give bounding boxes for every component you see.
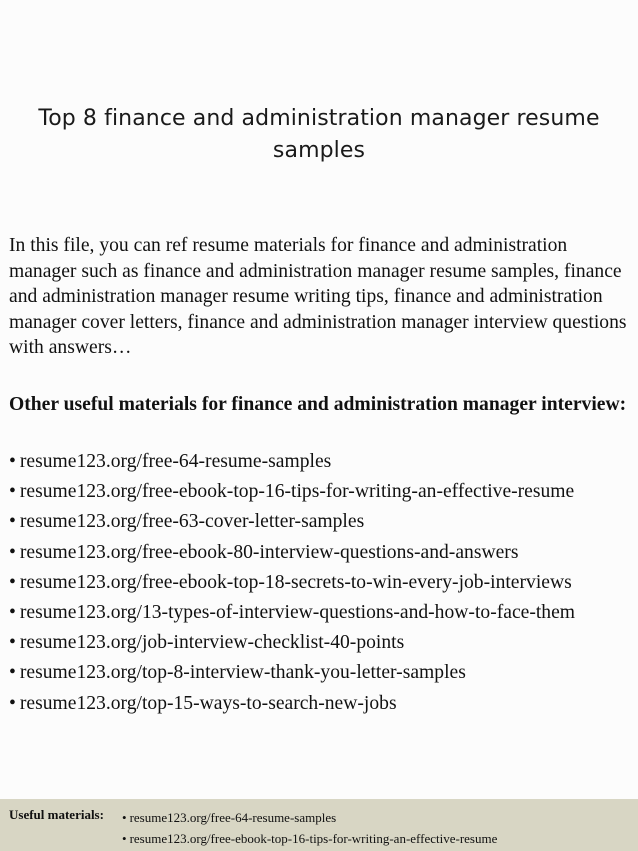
list-item [9,538,634,568]
list-item [9,477,634,507]
bullet-icon: • [9,541,16,563]
materials-list [9,447,634,719]
material-link[interactable]: resume123.org/13-types-of-interview-questions-and-how-to-face-them [19,602,576,624]
intro-paragraph: In this file, you can ref resume materials for finance and administration manager such as finance and administration manager resume samples, finance and administration manager resume writing tips, finance and administration manager cover letters, finance and administration manager interview questions with answers… [9,235,627,358]
footer-label-separator: : [99,807,104,822]
footer-label-text: Useful materials [9,807,100,822]
material-link[interactable]: resume123.org/free-ebook-80-interview-questions-and-answers [19,541,519,563]
footer-list [122,807,497,849]
bullet-icon: • [9,632,16,654]
material-link[interactable]: resume123.org/free-63-cover-letter-samples [19,511,365,533]
bullet-icon: • [9,571,16,593]
material-link[interactable]: resume123.org/top-15-ways-to-search-new-jobs [19,692,397,714]
footer-label [9,807,104,823]
list-item [9,568,634,598]
bullet-icon: • [9,692,16,714]
material-link[interactable]: resume123.org/free-ebook-top-16-tips-for-writing-an-effective-resume [19,481,575,503]
page-title: Top 8 finance and administration manager resume samples [38,106,600,163]
list-item [9,598,634,628]
footer-link[interactable]: resume123.org/free-ebook-top-16-tips-for-writing-an-effective-resume [129,831,498,846]
material-link[interactable]: resume123.org/free-ebook-top-18-secrets-to-win-every-job-interviews [19,571,572,593]
page-footer [0,799,638,851]
bullet-icon: • [122,810,127,825]
list-item [9,689,634,719]
material-link[interactable]: resume123.org/top-8-interview-thank-you-letter-samples [19,662,466,684]
footer-list-item [122,828,497,849]
material-link[interactable]: resume123.org/free-64-resume-samples [19,451,332,472]
bullet-icon: • [9,602,16,624]
bullet-icon: • [9,451,16,472]
list-item [9,628,634,658]
footer-list-item [122,807,497,828]
materials-heading: Other useful materials for finance and administration manager interview: [9,394,627,415]
bullet-icon: • [122,831,127,846]
list-item [9,658,634,688]
bullet-icon: • [9,511,16,533]
list-item [9,507,634,537]
bullet-icon: • [9,481,16,503]
footer-link[interactable]: resume123.org/free-64-resume-samples [129,810,337,825]
list-item [9,447,634,477]
bullet-icon: • [9,662,16,684]
material-link[interactable]: resume123.org/job-interview-checklist-40-points [19,632,405,654]
